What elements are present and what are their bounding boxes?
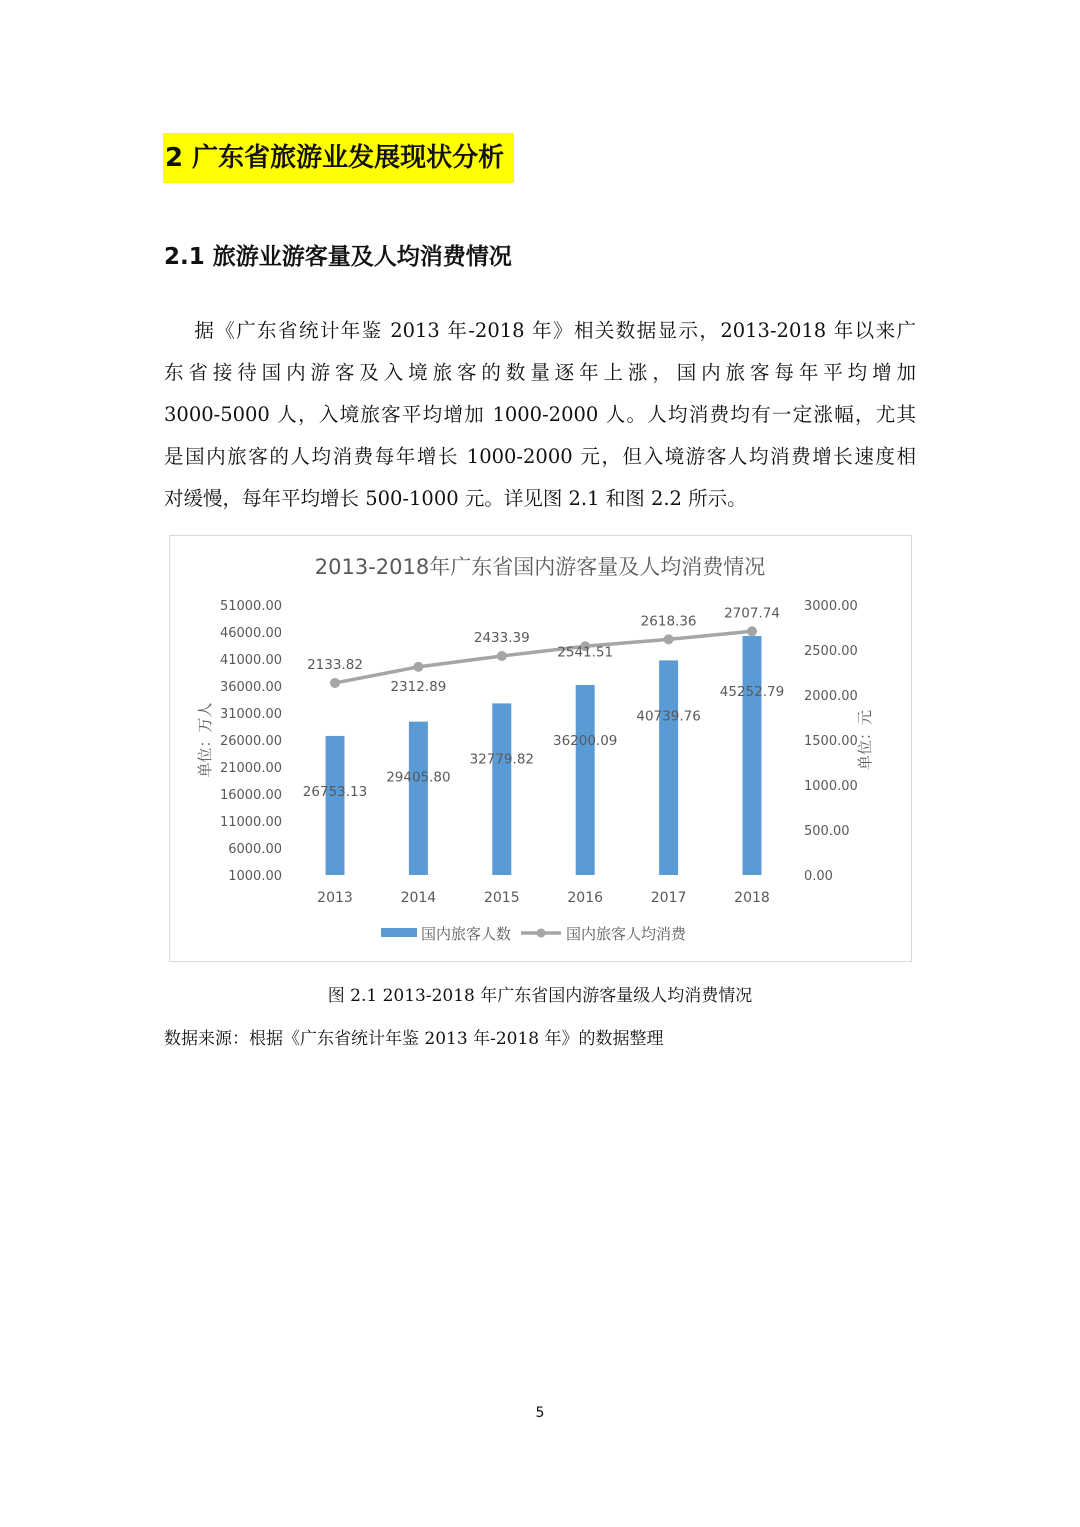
legend-bar-label: 国内旅客人数	[421, 925, 512, 943]
bar	[659, 660, 678, 875]
y-tick-label: 26000.00	[219, 734, 282, 749]
y-tick-label: 41000.00	[219, 653, 282, 668]
bar-data-label: 36200.09	[552, 732, 618, 749]
line-data-label: 2707.74	[724, 605, 780, 622]
section-heading: 2 广东省旅游业发展现状分析	[163, 133, 514, 183]
y2-tick-label: 3000.00	[804, 599, 858, 614]
paragraph-line: 据《广东省统计年鉴 2013 年-2018 年》相关数据显示，2013-2018 年以来广	[164, 319, 916, 342]
line-point	[497, 651, 507, 661]
line-data-label: 2618.36	[640, 613, 697, 630]
legend-line-marker	[537, 929, 546, 938]
line-data-label: 2133.82	[307, 656, 363, 673]
y-axis-label: 单位：万人	[196, 702, 214, 778]
line-point	[413, 662, 423, 672]
line-data-label: 2312.89	[390, 678, 447, 695]
y-tick-label: 1000.00	[228, 869, 282, 884]
y-tick-label: 51000.00	[219, 599, 282, 614]
paragraph-line: 是国内旅客的人均消费每年增长 1000-2000 元，但入境游客人均消费增长速度相	[164, 445, 916, 468]
legend-bar-swatch	[381, 928, 417, 937]
x-tick-label: 2018	[734, 890, 770, 906]
bar-data-label: 40739.76	[636, 708, 701, 725]
y2-tick-label: 2500.00	[804, 644, 858, 659]
line-data-label: 2433.39	[473, 629, 530, 646]
x-tick-label: 2014	[400, 890, 437, 906]
combo-chart	[170, 536, 911, 961]
line-point	[330, 678, 340, 688]
bar	[326, 736, 345, 875]
source-note: 数据来源：根据《广东省统计年鉴 2013 年-2018 年》的数据整理	[164, 1029, 664, 1049]
line-data-label: 2541.51	[557, 644, 614, 661]
y2-tick-label: 500.00	[804, 824, 850, 839]
y2-tick-label: 1500.00	[804, 734, 858, 749]
x-tick-label: 2015	[483, 890, 520, 906]
subsection-heading: 2.1 旅游业游客量及人均消费情况	[164, 244, 512, 270]
chart-title: 2013-2018年广东省国内游客量及人均消费情况	[314, 555, 766, 579]
bar	[576, 685, 595, 875]
chart-figure	[169, 535, 912, 962]
x-tick-label: 2017	[650, 890, 687, 906]
y-tick-label: 11000.00	[219, 815, 282, 830]
y2-tick-label: 1000.00	[804, 779, 858, 794]
bar	[743, 636, 762, 875]
y-tick-label: 46000.00	[219, 626, 282, 641]
line-series	[335, 631, 752, 683]
body-paragraph	[164, 310, 916, 520]
y-tick-label: 16000.00	[219, 788, 282, 803]
bar-data-label: 32779.82	[469, 751, 535, 768]
page-number: 5	[535, 1405, 545, 1421]
y-tick-label: 21000.00	[219, 761, 282, 776]
line-point	[664, 634, 674, 644]
paragraph-line: 3000-5000 人，入境旅客平均增加 1000-2000 人。人均消费均有一定涨幅，尤其	[164, 403, 916, 426]
bar-data-label: 45252.79	[719, 684, 785, 701]
y-tick-label: 31000.00	[219, 707, 282, 722]
bar	[492, 703, 511, 875]
y-tick-label: 6000.00	[228, 842, 282, 857]
x-tick-label: 2013	[317, 890, 353, 906]
figure-caption: 图 2.1 2013-2018 年广东省国内游客量级人均消费情况	[327, 986, 753, 1006]
y2-tick-label: 0.00	[804, 869, 833, 884]
y-tick-label: 36000.00	[219, 680, 282, 695]
x-tick-label: 2016	[567, 890, 604, 906]
paragraph-line: 对缓慢，每年平均增长 500-1000 元。详见图 2.1 和图 2.2 所示。	[164, 487, 747, 510]
y2-tick-label: 2000.00	[804, 689, 858, 704]
legend-line-label: 国内旅客人均消费	[566, 925, 687, 943]
bar-data-label: 26753.13	[302, 783, 368, 800]
bar	[409, 722, 428, 875]
y2-axis-label: 单位：元	[856, 709, 874, 771]
line-point	[747, 626, 757, 636]
paragraph-line: 东省接待国内游客及入境旅客的数量逐年上涨，国内旅客每年平均增加	[164, 361, 916, 384]
bar-data-label: 29405.80	[386, 769, 451, 786]
